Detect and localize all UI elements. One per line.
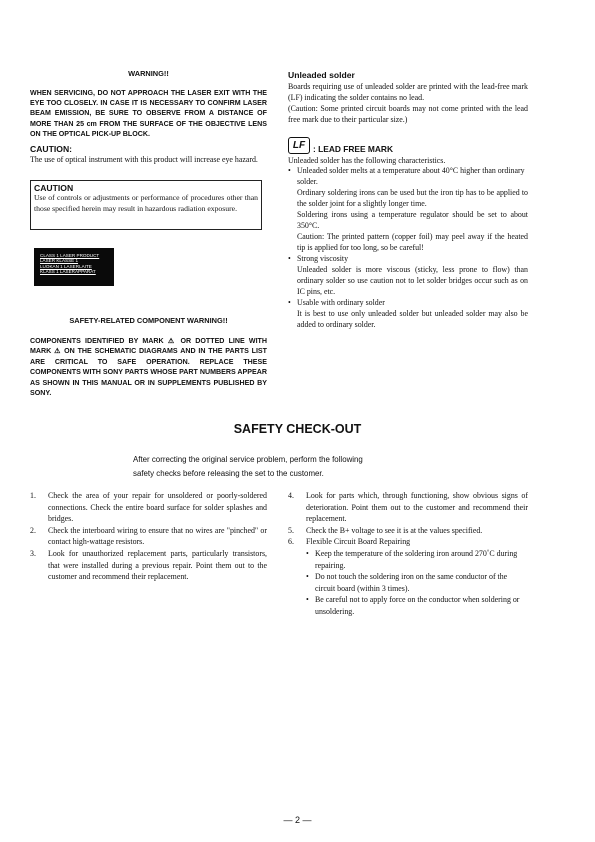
flex-repair-bullets — [306, 548, 528, 618]
bullet-icon: • — [306, 595, 309, 605]
lead-free-characteristics — [288, 165, 528, 330]
bullet-icon: • — [306, 572, 309, 582]
bullet-icon: • — [288, 298, 291, 307]
caution-heading: CAUTION: — [30, 144, 73, 154]
checkout-step — [30, 548, 267, 583]
list-item-text: Keep the temperature of the soldering iron around 270˚C during repairing. — [315, 548, 518, 570]
unleaded-solder-heading: Unleaded solder — [288, 70, 355, 80]
list-item — [306, 548, 528, 571]
safety-component-title: SAFETY-RELATED COMPONENT WARNING!! — [69, 316, 228, 325]
lead-free-intro: Unleaded solder has the following characteristics. — [288, 156, 446, 165]
list-item — [288, 297, 528, 330]
step-number: 3. — [30, 548, 36, 558]
caution-box — [30, 180, 262, 230]
checkout-steps-right — [288, 490, 528, 618]
page-number: — 2 — — [283, 815, 312, 825]
caution-text: The use of optical instrument with this product will increase eye hazard. — [30, 155, 258, 164]
list-item-subtext: Unleaded solder is more viscous (sticky, less prone to flow) than ordinary solder so use caution not to let solder bridges occur such as on IC pins, etc. — [297, 265, 528, 296]
list-item-subtext: It is best to use only unleaded solder but unleaded solder may also be added to ordinary solder. — [297, 309, 528, 329]
warning-title: WARNING!! — [128, 69, 169, 78]
unleaded-solder-note: (Caution: Some printed circuit boards may not come printed with the lead free mark due to their particular size.) — [288, 104, 528, 124]
checkout-steps-left — [30, 490, 267, 583]
laser-label-line: KLASS 1 LASERAPPARAT — [40, 269, 96, 275]
step-number: 1. — [30, 491, 36, 500]
list-item — [306, 571, 528, 594]
checkout-step — [288, 490, 528, 525]
warning-body: WHEN SERVICING, DO NOT APPROACH THE LASER EXIT WITH THE EYE TOO CLOSELY. IN CASE IT IS NECESSARY TO CONFIRM LASER BEAM EMISSION, BE SURE TO OBSERVE FROM A DISTANCE OF MORE THAN 25 cm FROM THE SURFACE OF THE OBJECTIVE LENS ON THE OPTICAL PICK-UP BLOCK. — [30, 89, 267, 138]
step-text: Look for parts which, through functioning, show obvious signs of deterioration. Point them out to the customer and recommend their replacement. — [306, 491, 528, 524]
laser-class-label — [34, 248, 114, 286]
checkout-step — [288, 525, 528, 537]
step-number: 2. — [30, 525, 36, 535]
step-text: Look for unauthorized replacement parts, particularly transistors, that were installed during a previous repair. Point them out to the customer and recommend their replacement. — [48, 548, 267, 582]
unleaded-solder-text — [288, 81, 528, 125]
safety-component-body: COMPONENTS IDENTIFIED BY MARK ⚠ OR DOTTED LINE WITH MARK ⚠ ON THE SCHEMATIC DIAGRAMS AND IN THE PARTS LIST ARE CRITICAL TO SAFE OPERATION. REPLACE THESE COMPONENTS WITH SONY PARTS WHOSE PART NUMBERS APPEAR AS SHOWN IN THIS MANUAL OR IN SUPPLEMENTS PUBLISHED BY SONY. — [30, 337, 267, 398]
list-item — [306, 594, 528, 617]
bullet-icon: • — [288, 254, 291, 263]
step-number: 5. — [288, 525, 294, 535]
checkout-step — [30, 490, 267, 525]
step-text: Flexible Circuit Board Repairing — [306, 537, 411, 547]
list-item-text: Unleaded solder melts at a temperature about 40°C higher than ordinary solder. — [297, 166, 525, 186]
list-item-subtext: Caution: The printed pattern (copper foil) may peel away if the heated tip is applied for too long, so be careful! — [297, 232, 528, 252]
list-item-text: Strong viscosity — [297, 254, 349, 263]
list-item-subtext: Soldering irons using a temperature regulator should be set to about 350°C. — [297, 210, 528, 230]
list-item-text: Usable with ordinary solder — [297, 298, 385, 307]
intro-line: safety checks before releasing the set to the customer. — [133, 469, 324, 478]
step-text: Check the interboard wiring to ensure that no wires are "pinched" or contact high-wattage resistors. — [48, 525, 267, 547]
laser-label-line: CLASS 1 LASER PRODUCT — [40, 253, 100, 258]
lead-free-mark-title: : LEAD FREE MARK — [313, 144, 394, 154]
list-item-text: Do not touch the soldering iron on the same conductor of the circuit board (within 3 times). — [315, 572, 508, 593]
checkout-step — [30, 525, 267, 548]
step-text: Check the B+ voltage to see it is at the values specified. — [306, 525, 483, 535]
unleaded-solder-paragraph: Boards requiring use of unleaded solder are printed with the lead-free mark (LF) indicating the solder contains no lead. — [288, 82, 528, 102]
list-item-text: Be careful not to apply force on the conductor when soldering or unsoldering. — [315, 595, 520, 616]
lead-free-logo-icon: LF — [288, 137, 310, 154]
bullet-icon: • — [306, 548, 309, 558]
checkout-step — [288, 536, 528, 617]
step-number: 4. — [288, 491, 294, 500]
caution-box-heading: CAUTION — [34, 183, 74, 193]
laser-label-line: LASER KLASSE 1 — [40, 258, 79, 264]
safety-checkout-intro — [133, 453, 483, 481]
safety-checkout-title: SAFETY CHECK-OUT — [233, 422, 362, 436]
caution-box-text: Use of controls or adjustments or performance of procedures other than those specified herein may result in hazardous radiation exposure. — [34, 193, 258, 213]
bullet-icon: • — [288, 166, 291, 175]
list-item — [288, 165, 528, 253]
intro-line: After correcting the original service problem, perform the following — [133, 455, 363, 464]
step-number: 6. — [288, 537, 294, 547]
laser-label-line: LUOKAN 1 LASERLAITE — [40, 263, 92, 269]
list-item — [288, 253, 528, 297]
step-text: Check the area of your repair for unsoldered or poorly-soldered connections. Check the entire board surface for solder splashes and bridges. — [48, 491, 267, 524]
list-item-subtext: Ordinary soldering irons can be used but the iron tip has to be applied to the solder joint for a slightly longer time. — [297, 188, 528, 208]
